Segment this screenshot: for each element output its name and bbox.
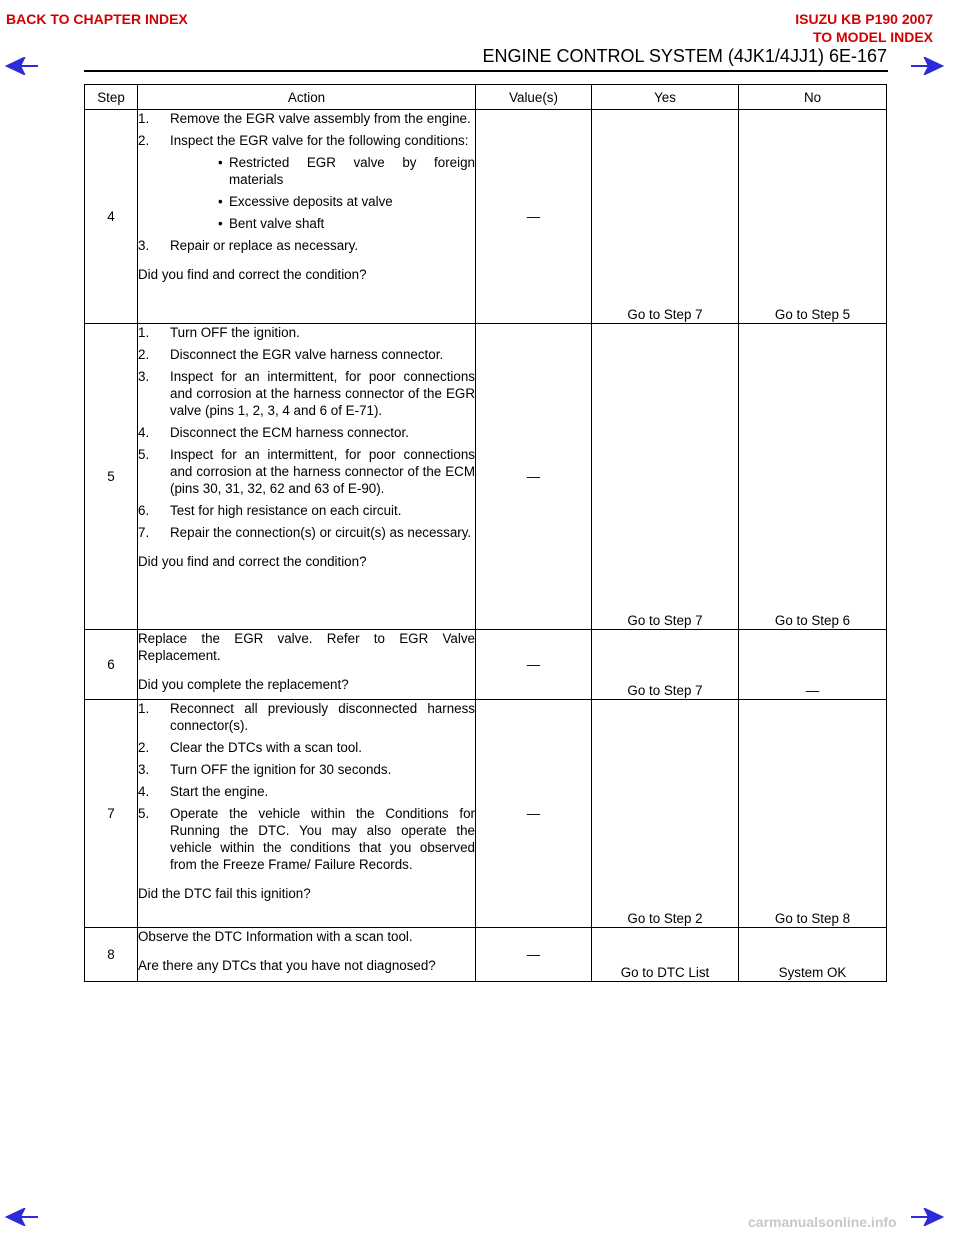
action-step-text: Inspect the EGR valve for the following conditions: (170, 133, 469, 148)
step-number: 8 (85, 928, 138, 982)
column-header-step: Step (85, 85, 138, 110)
step-number: 7 (85, 700, 138, 928)
action-question: Did the DTC fail this ignition? (138, 886, 311, 901)
action-step-text: Turn OFF the ignition for 30 seconds. (170, 762, 392, 777)
action-cell (138, 110, 476, 324)
action-step-item (138, 524, 475, 541)
action-step-number: 4. (138, 425, 150, 440)
action-step-text: Repair the connection(s) or circuit(s) as necessary. (170, 525, 472, 540)
action-step-item (138, 700, 475, 734)
action-step-number: 1. (138, 111, 150, 126)
action-step-list (138, 110, 475, 254)
action-step-list (138, 700, 475, 873)
step-number: 4 (85, 110, 138, 324)
action-step-number: 4. (138, 784, 150, 799)
watermark-text: carmanualsonline.info (748, 1214, 897, 1230)
action-step-number: 3. (138, 238, 150, 253)
action-step-list (138, 324, 475, 541)
to-model-index-link[interactable]: TO MODEL INDEX (812, 29, 933, 45)
yes-result: Go to Step 2 (592, 700, 739, 928)
model-title-link[interactable]: ISUZU KB P190 2007 (795, 11, 933, 27)
no-result: Go to Step 5 (739, 110, 887, 324)
action-question: Did you find and correct the condition? (138, 267, 367, 282)
step-number: 6 (85, 630, 138, 700)
action-step-text: Reconnect all previously disconnected harness connector(s). (170, 701, 475, 733)
action-step-number: 5. (138, 447, 150, 462)
action-step-number: 1. (138, 701, 150, 716)
column-header-yes: Yes (592, 85, 739, 110)
action-step-number: 3. (138, 369, 150, 384)
action-cell (138, 700, 476, 928)
action-step-number: 6. (138, 503, 150, 518)
table-row (85, 110, 887, 324)
previous-page-arrow-icon[interactable] (5, 1208, 39, 1226)
table-row (85, 700, 887, 928)
action-step-number: 3. (138, 762, 150, 777)
no-result: Go to Step 8 (739, 700, 887, 928)
action-question: Are there any DTCs that you have not diagnosed? (138, 958, 436, 973)
action-step-item (138, 324, 475, 341)
bullet-icon: • (218, 155, 223, 170)
action-step-number: 2. (138, 740, 150, 755)
header-rule (84, 70, 888, 72)
action-step-item (138, 346, 475, 363)
action-step-text: Inspect for an intermittent, for poor connections and corrosion at the harness connector of the EGR valve (pins 1, 2, 3, 4 and 6 of E-71). (170, 369, 475, 418)
value-cell: — (476, 110, 592, 324)
value-cell: — (476, 324, 592, 630)
action-step-text: Turn OFF the ignition. (170, 325, 300, 340)
table-body (85, 110, 887, 982)
action-step-item (138, 237, 475, 254)
bullet-icon: • (218, 216, 223, 231)
no-result: Go to Step 6 (739, 324, 887, 630)
no-result: — (739, 630, 887, 700)
action-step-item (138, 783, 475, 800)
value-cell: — (476, 630, 592, 700)
action-cell (138, 630, 476, 700)
action-step-text: Clear the DTCs with a scan tool. (170, 740, 363, 755)
column-header-no: No (739, 85, 887, 110)
action-step-text: Inspect for an intermittent, for poor connections and corrosion at the harness connector of the ECM (pins 30, 31, 32, 62 and 63 of E-90). (170, 447, 475, 496)
condition-text: Restricted EGR valve by foreign materials (229, 155, 475, 187)
diagnostic-table (84, 84, 887, 982)
page-header-title: ENGINE CONTROL SYSTEM (4JK1/4JJ1) 6E-167 (482, 46, 887, 66)
value-cell: — (476, 700, 592, 928)
table-row (85, 324, 887, 630)
value-cell: — (476, 928, 592, 982)
no-result: System OK (739, 928, 887, 982)
action-step-number: 7. (138, 525, 150, 540)
table-row (85, 928, 887, 982)
action-step-text: Operate the vehicle within the Conditions for Running the DTC. You may also operate the vehicle within the conditions that you observed from the Freeze Frame/ Failure Records. (170, 806, 475, 872)
action-step-item (138, 446, 475, 497)
action-step-item (138, 110, 475, 127)
action-step-number: 5. (138, 806, 150, 821)
action-instruction: Replace the EGR valve. Refer to EGR Valve Replacement. (138, 631, 475, 663)
action-step-item (138, 132, 475, 232)
condition-text: Excessive deposits at valve (229, 194, 393, 209)
yes-result: Go to Step 7 (592, 110, 739, 324)
action-step-number: 1. (138, 325, 150, 340)
previous-page-arrow-icon[interactable] (5, 57, 39, 75)
column-header-values: Value(s) (476, 85, 592, 110)
action-step-item (138, 739, 475, 756)
action-step-number: 2. (138, 347, 150, 362)
action-cell (138, 324, 476, 630)
action-step-text: Start the engine. (170, 784, 269, 799)
yes-result: Go to Step 7 (592, 630, 739, 700)
condition-item (170, 154, 475, 188)
action-cell (138, 928, 476, 982)
condition-item (170, 193, 475, 210)
next-page-arrow-icon[interactable] (910, 1208, 944, 1226)
condition-list (170, 154, 475, 232)
action-question: Did you find and correct the condition? (138, 554, 367, 569)
next-page-arrow-icon[interactable] (910, 57, 944, 75)
yes-result: Go to DTC List (592, 928, 739, 982)
condition-item (170, 215, 475, 232)
action-step-text: Remove the EGR valve assembly from the engine. (170, 111, 471, 126)
step-number: 5 (85, 324, 138, 630)
table-row (85, 630, 887, 700)
back-to-chapter-index-link[interactable]: BACK TO CHAPTER INDEX (6, 11, 188, 27)
yes-result: Go to Step 7 (592, 324, 739, 630)
action-step-number: 2. (138, 133, 150, 148)
action-step-text: Disconnect the ECM harness connector. (170, 425, 409, 440)
action-step-item (138, 424, 475, 441)
action-step-text: Disconnect the EGR valve harness connector. (170, 347, 444, 362)
action-step-item (138, 805, 475, 873)
action-question: Did you complete the replacement? (138, 677, 349, 692)
action-instruction: Observe the DTC Information with a scan tool. (138, 929, 413, 944)
action-step-item (138, 502, 475, 519)
column-header-action: Action (138, 85, 476, 110)
action-step-text: Test for high resistance on each circuit. (170, 503, 402, 518)
action-step-text: Repair or replace as necessary. (170, 238, 359, 253)
condition-text: Bent valve shaft (229, 216, 325, 231)
bullet-icon: • (218, 194, 223, 209)
action-step-item (138, 368, 475, 419)
table-header-row (85, 85, 887, 110)
action-step-item (138, 761, 475, 778)
